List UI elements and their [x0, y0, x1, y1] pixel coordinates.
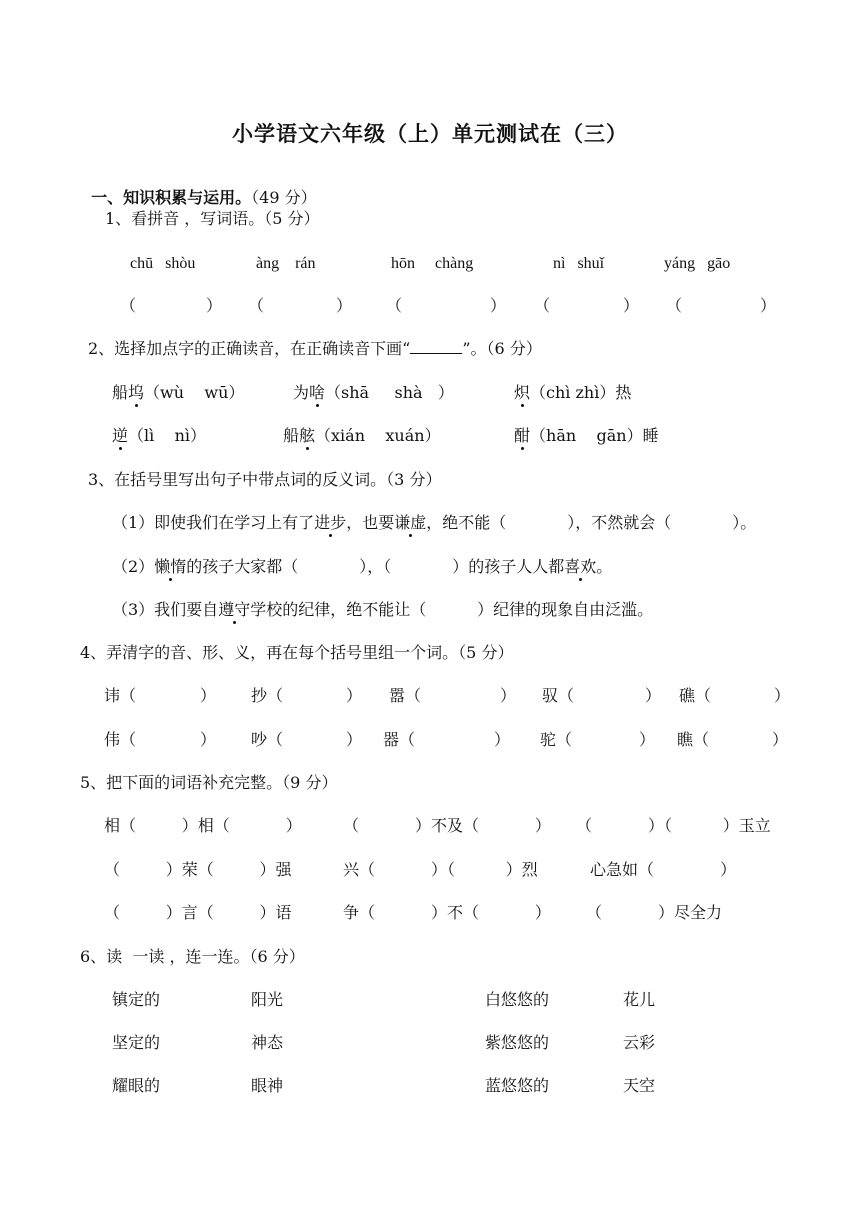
- q4-r2-4: 驼（: [540, 730, 573, 749]
- q1-pinyin-5: yáng gāo: [664, 255, 731, 272]
- q2-item-6: 酣（hān gān）睡: [514, 426, 659, 445]
- q4-r2-5: 瞧（: [677, 730, 710, 749]
- q1-blank-2-close: ）: [336, 296, 353, 315]
- q5-r3-1: （ ）言（ ）语: [104, 903, 292, 922]
- section-1-label: 一、知识积累与运用。: [91, 188, 252, 207]
- q1-blank-2-open: （: [248, 296, 265, 315]
- q1-pinyin-4: nì shuǐ: [553, 255, 605, 272]
- q4-r1-1-close: ）: [200, 686, 217, 705]
- q1-blank-3-close: ）: [490, 296, 507, 315]
- q2-item-5: 船舷（xián xuán）: [283, 426, 441, 445]
- q2-item-2: 为啥（shā shà ）: [293, 383, 454, 402]
- q3-sentence-2: （2）懒惰的孩子大家都（ ），（ ）的孩子人人都喜欢。: [112, 557, 613, 576]
- q4-r1-3: 嚣（: [389, 686, 422, 705]
- q4-r2-2: 吵（: [251, 730, 284, 749]
- q5-r3-2: 争（ ）不（ ）: [343, 903, 551, 922]
- q6-left-b-2: 神态: [251, 1033, 284, 1052]
- q6-left-a-3: 耀眼的: [112, 1076, 161, 1095]
- q1-prompt: 1、看拼音 ，写词语。（5 分）: [105, 209, 320, 228]
- q5-r2-3: 心急如（ ）: [590, 860, 737, 879]
- q1-pinyin-1: chū shòu: [130, 255, 196, 272]
- q1-blank-5-close: ）: [760, 296, 777, 315]
- q4-prompt: 4、弄清字的音、形、义，再在每个括号里组一个词。（5 分）: [80, 643, 514, 662]
- q6-prompt: 6、读 一读 ，连一连。（6 分）: [80, 947, 305, 966]
- q5-r1-3: （ ）（ ）玉立: [576, 816, 771, 835]
- q4-r2-3: 器（: [383, 730, 416, 749]
- q2-item-4: 逆（lì nì）: [112, 426, 207, 445]
- section-1-heading: [80, 165, 317, 209]
- q1-blank-1-close: ）: [206, 296, 223, 315]
- page-title: 小学语文六年级（上）单元测试在（三）: [232, 122, 628, 146]
- q5-r1-1: 相（ ）相（ ）: [104, 816, 302, 835]
- underline-sample: [410, 339, 462, 354]
- q5-prompt: 5、把下面的词语补充完整。（9 分）: [80, 773, 338, 792]
- q6-right-a-1: 白悠悠的: [485, 990, 550, 1009]
- q4-r1-4-close: ）: [645, 686, 662, 705]
- q4-r1-1: 讳（: [104, 686, 137, 705]
- q6-right-a-2: 紫悠悠的: [485, 1033, 550, 1052]
- q1-blank-4-open: （: [534, 296, 551, 315]
- q2-item-1: 船坞（wù wū）: [112, 383, 245, 402]
- q1-blank-4-close: ）: [623, 296, 640, 315]
- q1-blank-5-open: （: [666, 296, 683, 315]
- q6-left-b-3: 眼神: [251, 1076, 284, 1095]
- q4-r2-5-close: ）: [772, 730, 789, 749]
- q4-r1-2-close: ）: [346, 686, 363, 705]
- q1-pinyin-2: àng rán: [256, 255, 316, 272]
- q2-item-3: 炽（chì zhì）热: [514, 383, 632, 402]
- q6-right-b-2: 云彩: [623, 1033, 656, 1052]
- q6-right-a-3: 蓝悠悠的: [485, 1076, 550, 1095]
- q1-blank-1-open: （: [120, 296, 137, 315]
- q2-prompt: 2、选择加点字的正确读音，在正确读音下画“ ”。（6 分）: [88, 339, 542, 358]
- q4-r1-2: 抄（: [251, 686, 284, 705]
- q1-pinyin-3: hōn chàng: [391, 255, 474, 272]
- q5-r2-2: 兴（ ）（ ）烈: [343, 860, 538, 879]
- q3-sentence-1: （1）即使我们在学习上有了进步，也要谦虚，绝不能（ ），不然就会（ ）。: [112, 513, 757, 532]
- q4-r1-5-close: ）: [774, 686, 791, 705]
- q3-prompt: 3、在括号里写出句子中带点词的反义词。（3 分）: [88, 470, 442, 489]
- q4-r1-3-close: ）: [500, 686, 517, 705]
- q6-left-b-1: 阳光: [251, 990, 284, 1009]
- q5-r3-3: （ ）尽全力: [586, 903, 722, 922]
- q4-r2-2-close: ）: [346, 730, 363, 749]
- q4-r2-4-close: ）: [639, 730, 656, 749]
- q4-r2-1-close: ）: [200, 730, 217, 749]
- q5-r2-1: （ ）荣（ ）强: [104, 860, 292, 879]
- q4-r1-4: 驭（: [542, 686, 575, 705]
- q3-sentence-3: （3）我们要自遵守学校的纪律，绝不能让（ ）纪律的现象自由泛滥。: [112, 600, 654, 619]
- q6-left-a-1: 镇定的: [112, 990, 161, 1009]
- q1-blank-3-open: （: [386, 296, 403, 315]
- q4-r2-1: 伟（: [104, 730, 137, 749]
- q6-right-b-1: 花儿: [623, 990, 656, 1009]
- section-1-score: （49 分）: [251, 188, 317, 207]
- q6-right-b-3: 天空: [623, 1076, 656, 1095]
- q5-r1-2: （ ）不及（ ）: [343, 816, 551, 835]
- q4-r1-5: 礁（: [679, 686, 712, 705]
- q4-r2-3-close: ）: [494, 730, 511, 749]
- q6-left-a-2: 坚定的: [112, 1033, 161, 1052]
